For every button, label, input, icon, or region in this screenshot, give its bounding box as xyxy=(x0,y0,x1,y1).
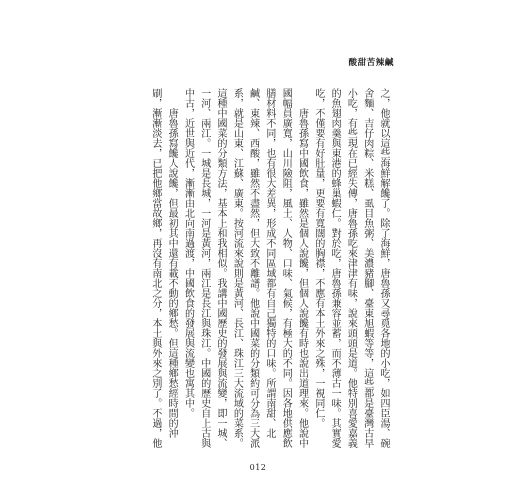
text-column: 中古，近世與近代，漸漸由北向南過渡，中國飲食的發展與流變也寓其中。 xyxy=(182,88,194,418)
text-column: 膳材料不同，也有很大差異，形成不同區域都有自己獨特的口味。所謂南甜、北 xyxy=(263,88,275,438)
paragraph-start-column: 唐魯孫寫饞人說饞，但最初其中還有載不動的鄉愁。但這種鄉愁經時間的沖 xyxy=(166,108,178,438)
text-column: 鹹、東辣、西酸，雖然不盡然，但大致不離譜。他說中國菜的分類約可分為三大派 xyxy=(247,88,259,448)
text-column: 系，就是山東、江蘇、廣東。按河流來說則是黃河、長江、珠江三大流域的菜系。 xyxy=(231,88,243,448)
text-column: 這種中國菜的分類方法，基本上和我相似。我講中國歷史的發展與流變，即一城、 xyxy=(215,88,227,448)
text-column: 國幅員廣寬，山川險阻，風土、人物、口味、氣候，有極大的不同。因各地供應飲 xyxy=(280,88,292,448)
text-column: 吃，不僅要有好肚量，更要有寬闊的胸襟，不應有本土外來之殊，一視同仁。 xyxy=(312,88,324,428)
text-column: 刷，漸漸淡去，已把他鄉當故鄉，再沒有南北之分，本土與外來之別了。不過，他 xyxy=(149,88,161,448)
paragraph-start-column: 唐魯孫寫中國飲食，雖然是個人說饞，但個人說饞有時也說出道理來。他說中 xyxy=(296,108,308,448)
text-column: 舍麵、吉仔肉粽、米糕、虱目魚粥、美濃豬腳、臺東旭蝦等等，這些都是臺灣古早 xyxy=(361,88,373,448)
text-column: 一河、兩江。一城是長城，一河是黃河，兩江是長江與珠江。中國的歷史自上古與 xyxy=(198,88,210,448)
page-number: 012 xyxy=(249,463,267,472)
text-column: 之，他就以這些海鮮解饞了。除了海鮮，唐魯孫又尋覓各地的小吃，如四臣湯、碗 xyxy=(378,88,389,448)
text-column: 的魚翅肉羹與東港的蜂巢蝦仁。對於吃，唐魯孫兼容並蓄，而不薄古一味。其實愛 xyxy=(329,88,341,448)
text-column: 小吃，有些現在已經失傳，唐魯孫吃來津津有味，說來頭頭是道。他特別喜愛嘉義 xyxy=(345,88,357,448)
body-text xyxy=(147,88,391,450)
running-header: 酸甜苦辣鹹 xyxy=(348,58,394,68)
